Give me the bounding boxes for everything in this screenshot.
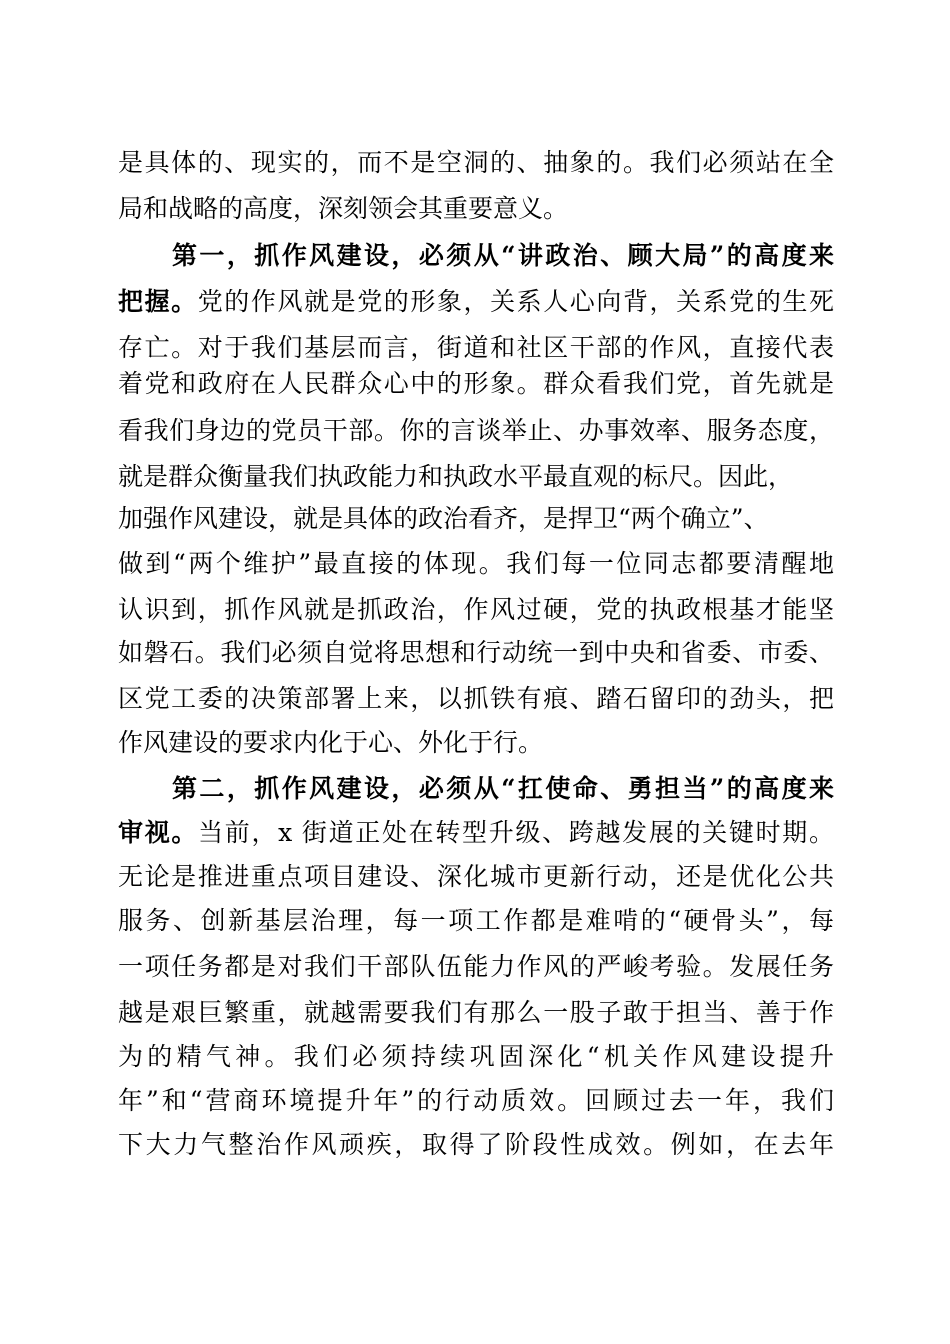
paragraph-1-heading <box>172 233 834 279</box>
line-text: 做到“两个维护”最直接的体现。我们每一位同志都要清醒地 <box>118 549 834 578</box>
line-text: 服务、创新基层治理，每一项工作都是难啃的“硬骨头”，每 <box>118 906 834 935</box>
text-line <box>118 720 834 766</box>
line-text: 年”和“营商环境提升年”的行动质效。回顾过去一年，我们 <box>118 1086 834 1115</box>
text-line <box>118 279 834 325</box>
text-line <box>118 1122 834 1168</box>
text-line <box>118 408 834 454</box>
line-text: 一项任务都是对我们干部队伍能力作风的严峻考验。发展任务 <box>118 952 834 981</box>
text-line <box>118 496 834 542</box>
text-line <box>118 361 834 407</box>
line-text: 存亡。对于我们基层而言，街道和社区干部的作风，直接代表 <box>118 333 834 362</box>
line-text: 为的精气神。我们必须持续巩固深化“机关作风建设提升 <box>118 1042 834 1071</box>
text-line <box>118 454 834 500</box>
text-line <box>118 944 834 990</box>
text-line <box>118 186 834 232</box>
text-line <box>118 898 834 944</box>
line-text: 下大力气整治作风顽疾，取得了阶段性成效。例如，在去年 <box>118 1130 834 1159</box>
line-text: 越是艰巨繁重，就越需要我们有那么一股子敢于担当、善于作 <box>118 998 834 1027</box>
line-text: 是具体的、现实的，而不是空洞的、抽象的。我们必须站在全 <box>118 148 834 177</box>
text-line <box>118 676 834 722</box>
line-text: 当前，x 街道正处在转型升级、跨越发展的关键时期。 <box>198 818 834 847</box>
heading-text: 把握。 <box>118 287 198 316</box>
line-text: 区党工委的决策部署上来，以抓铁有痕、踏石留印的劲头，把 <box>118 684 834 713</box>
line-text: 局和战略的高度，深刻领会其重要意义。 <box>118 194 569 223</box>
heading-text: 审视。 <box>118 818 199 847</box>
line-text: 作风建设的要求内化于心、外化于行。 <box>118 728 544 757</box>
line-text: 党的作风就是党的形象，关系人心向背，关系党的生死 <box>197 287 834 316</box>
line-text: 无论是推进重点项目建设、深化城市更新行动，还是优化公共 <box>118 862 834 891</box>
line-text: 着党和政府在人民群众心中的形象。群众看我们党，首先就是 <box>118 369 834 398</box>
text-line <box>118 587 834 633</box>
text-line <box>118 990 834 1036</box>
line-text: 就是群众衡量我们执政能力和执政水平最直观的标尺。因此， <box>118 462 794 491</box>
line-text: 认识到，抓作风就是抓政治，作风过硬，党的执政根基才能坚 <box>118 595 834 624</box>
line-text: 如磐石。我们必须自觉将思想和行动统一到中央和省委、市委、 <box>118 638 834 667</box>
line-text: 加强作风建设，就是具体的政治看齐，是捍卫“两个确立”、 <box>118 504 769 533</box>
line-text: 看我们身边的党员干部。你的言谈举止、办事效率、服务态度， <box>118 416 834 445</box>
heading-text: 第一，抓作风建设，必须从“讲政治、顾大局”的高度来 <box>172 241 834 270</box>
text-line <box>118 140 834 186</box>
text-line <box>118 1078 834 1124</box>
text-line <box>118 630 834 676</box>
paragraph-2-heading <box>172 766 834 812</box>
text-line <box>118 541 834 587</box>
text-line <box>118 810 834 856</box>
text-line <box>118 854 834 900</box>
text-line <box>118 1034 834 1080</box>
heading-text: 第二，抓作风建设，必须从“扛使命、勇担当”的高度来 <box>172 774 834 803</box>
